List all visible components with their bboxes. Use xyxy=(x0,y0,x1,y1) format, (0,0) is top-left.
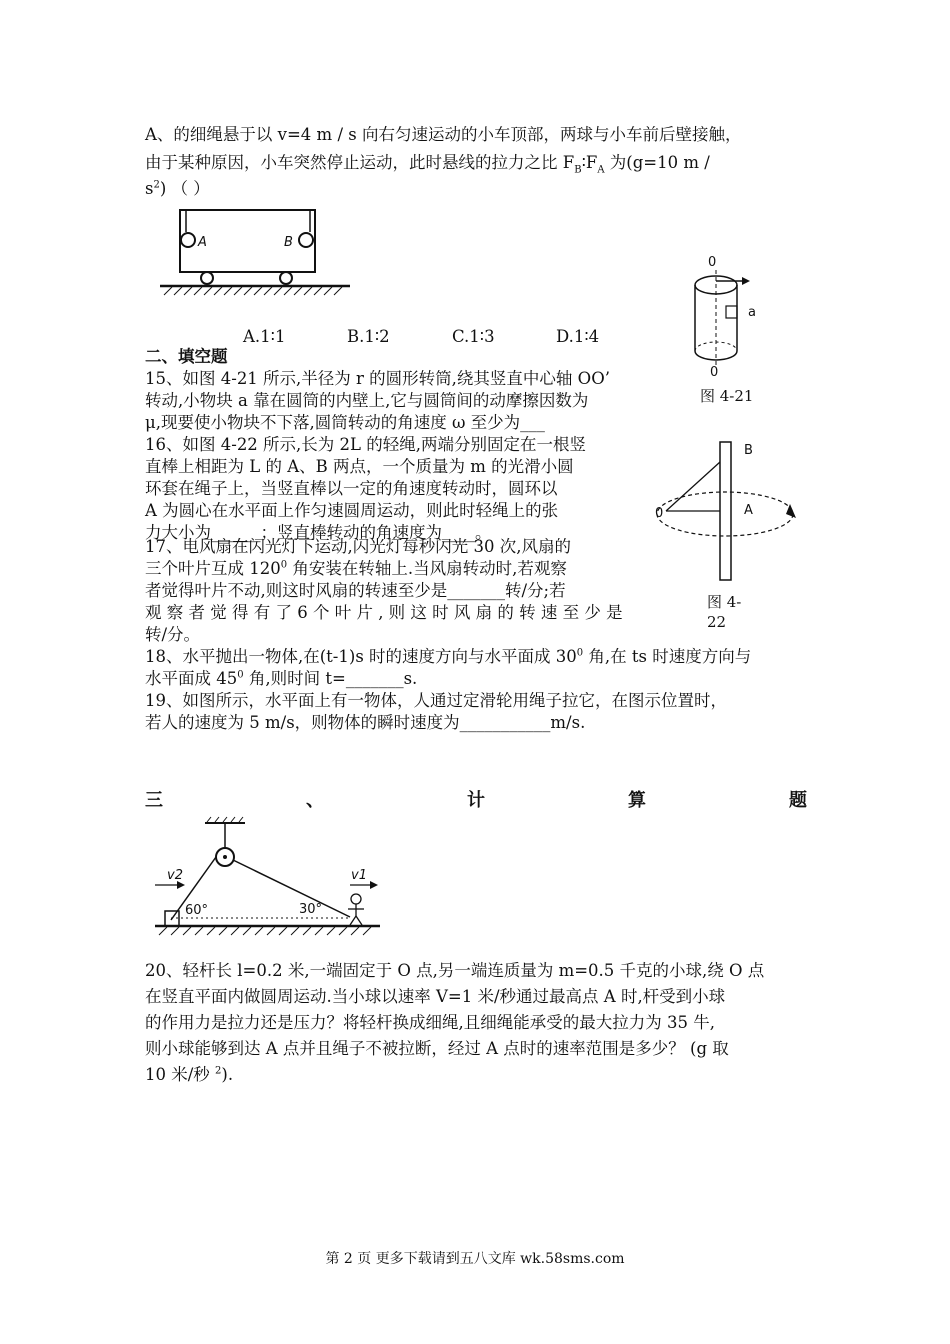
label-b: B xyxy=(284,235,293,250)
q15-line-2: 转动,小物块 a 靠在圆筒的内壁上,它与圆筒间的动摩擦因数为 xyxy=(145,391,589,410)
q18-line-1-text: 18、水平抛出一物体,在(t-1)s 时的速度方向与水平面成 30 xyxy=(145,647,577,666)
q14-line-3-tail: ) （ ） xyxy=(159,179,210,198)
section-3-title xyxy=(145,786,807,812)
q17-line-2 xyxy=(145,558,567,580)
q20-line-2: 在竖直平面内做圆周运动.当小球以速率 V=1 米/秒通过最高点 A 时,杆受到小球 xyxy=(145,987,726,1006)
q14-line-1: A、的细绳悬于以 v=4 m / s 向右匀速运动的小车顶部，两球与小车前后壁接触， xyxy=(145,125,742,144)
q17-line-5: 转/分。 xyxy=(145,625,201,644)
cyl-top-label: 0 xyxy=(708,255,717,270)
q17-line-1: 17、电风扇在闪光灯下运动,闪光灯每秒闪光 30 次,风扇的 xyxy=(145,537,571,556)
option-a: A.1∶1 xyxy=(243,327,286,346)
wheel-right xyxy=(280,272,292,284)
q16-line-5: 力大小为______；竖直棒转动的角速度为____。 xyxy=(145,523,492,542)
q18-line-2-tail: 角,则时间 t=_______s. xyxy=(243,669,418,688)
q17-sup: 0 xyxy=(280,559,288,571)
q19-line-2: 若人的速度为 5 m/s，则物体的瞬时速度为___________m/s. xyxy=(145,713,586,732)
q14-line-3 xyxy=(145,178,210,200)
page-footer: 第 2 页 更多下载请到五八文库 wk.58sms.com xyxy=(325,1251,625,1267)
rod-label-o: 0 xyxy=(655,506,664,521)
q14-line-2-text: 由于某种原因，小车突然停止运动，此时悬线的拉力之比 F xyxy=(145,153,575,172)
q18-line-2 xyxy=(145,668,417,690)
caption-4-21: 图 4-21 xyxy=(700,387,754,405)
q20-sup: 2 xyxy=(215,1065,222,1077)
label-a: A xyxy=(198,235,207,250)
q20-line-5-tail: ). xyxy=(221,1065,234,1084)
q17-line-2-tail: 角安装在转轴上.当风扇转动时,若观察 xyxy=(287,559,567,578)
q15-line-3: μ,现要使小物块不下落,圆筒转动的角速度 ω 至少为___ xyxy=(145,413,545,432)
person-head xyxy=(351,894,361,904)
v2-label: v2 xyxy=(167,868,183,883)
section-3-char-3: 计 xyxy=(467,790,485,811)
wheel-left xyxy=(201,272,213,284)
ball-a xyxy=(181,233,195,247)
q20-line-1: 20、轻杆长 l=0.2 米,一端固定于 O 点,另一端连质量为 m=0.5 千克的小球,绕 O 点 xyxy=(145,961,765,980)
q18-line-2-text: 水平面成 45 xyxy=(145,669,238,688)
q20-line-5-text: 10 米/秒 xyxy=(145,1065,216,1084)
q14-ratio: ∶F xyxy=(581,153,598,172)
block-a xyxy=(726,306,737,318)
rotation-arrow-head xyxy=(742,277,750,285)
cyl-bottom-label: 0 xyxy=(710,365,719,380)
rod-label-a: A xyxy=(744,503,753,518)
q20-line-5 xyxy=(145,1064,233,1086)
q16-line-3: 环套在绳子上，当竖直棒以一定的角速度转动时，圆环以 xyxy=(145,479,558,498)
q14-line-3-text: s xyxy=(145,179,154,198)
q14-sup: 2 xyxy=(153,179,160,191)
section-2-title: 二、填空题 xyxy=(145,347,228,366)
q20-line-3: 的作用力是拉力还是压力？将轻杆换成细绳,且细绳能承受的最大拉力为 35 牛, xyxy=(145,1013,715,1032)
orbit-ellipse xyxy=(657,492,793,536)
q14-line-2 xyxy=(145,152,710,174)
section-3-char-1: 三 xyxy=(145,790,163,811)
q18-sup-a: 0 xyxy=(576,647,584,659)
section-3-char-5: 题 xyxy=(789,790,807,811)
option-d: D.1∶4 xyxy=(556,327,600,346)
angle-30-label: 30° xyxy=(299,902,323,917)
q17-line-4: 观 察 者 觉 得 有 了 6 个 叶 片 , 则 这 时 风 扇 的 转 速 至 少 是 xyxy=(145,603,623,622)
rod-label-b: B xyxy=(744,443,753,458)
vertical-rod xyxy=(720,442,731,580)
q15-line-1: 15、如图 4-21 所示,半径为 r 的圆形转筒,绕其竖直中心轴 OO’ xyxy=(145,369,610,388)
q16-line-4: A 为圆心在水平面上作匀速圆周运动，则此时轻绳上的张 xyxy=(145,501,559,520)
cylinder-figure xyxy=(690,248,780,408)
q14-sub-a: A xyxy=(597,164,605,176)
q18-line-1-tail: 角,在 ts 时速度方向与 xyxy=(583,647,752,666)
q18-line-1 xyxy=(145,646,751,668)
rope-right xyxy=(233,860,350,917)
option-c: C.1∶3 xyxy=(452,327,495,346)
orbit-arrow xyxy=(786,504,796,518)
section-3-char-2: 、 xyxy=(306,790,324,811)
q20-line-4: 则小球能够到达 A 点并且绳子不被拉断，经过 A 点时的速率范围是多少？ (g 取 xyxy=(145,1039,729,1058)
caption-4-22-a: 图 4- xyxy=(707,593,742,611)
angle-60-label: 60° xyxy=(185,903,209,918)
option-b: B.1∶2 xyxy=(347,327,390,346)
q18-sup-b: 0 xyxy=(237,669,244,681)
q17-line-2-text: 三个叶片互成 120 xyxy=(145,559,281,578)
ball-b xyxy=(299,233,313,247)
rope-upper xyxy=(666,462,720,511)
q14-line-2-tail: 为(g=10 m / xyxy=(604,153,710,172)
q17-line-3: 者觉得叶片不动,则这时风扇的转速至少是_______转/分;若 xyxy=(145,581,566,600)
cart-figure xyxy=(160,200,355,300)
q19-line-1: 19、如图所示，水平面上有一物体，人通过定滑轮用绳子拉它，在图示位置时， xyxy=(145,691,727,710)
rod-figure xyxy=(650,438,810,588)
section-3-char-4: 算 xyxy=(628,790,646,811)
pulley-figure xyxy=(155,815,385,945)
caption-4-22-b: 22 xyxy=(707,613,727,631)
q16-line-1: 16、如图 4-22 所示,长为 2L 的轻绳,两端分别固定在一根竖 xyxy=(145,435,586,454)
v1-label: v1 xyxy=(351,868,367,883)
cyl-block-label: a xyxy=(748,305,756,320)
q14-sub-b: B xyxy=(574,164,582,176)
q16-line-2: 直棒上相距为 L 的 A、B 两点，一个质量为 m 的光滑小圆 xyxy=(145,457,574,476)
